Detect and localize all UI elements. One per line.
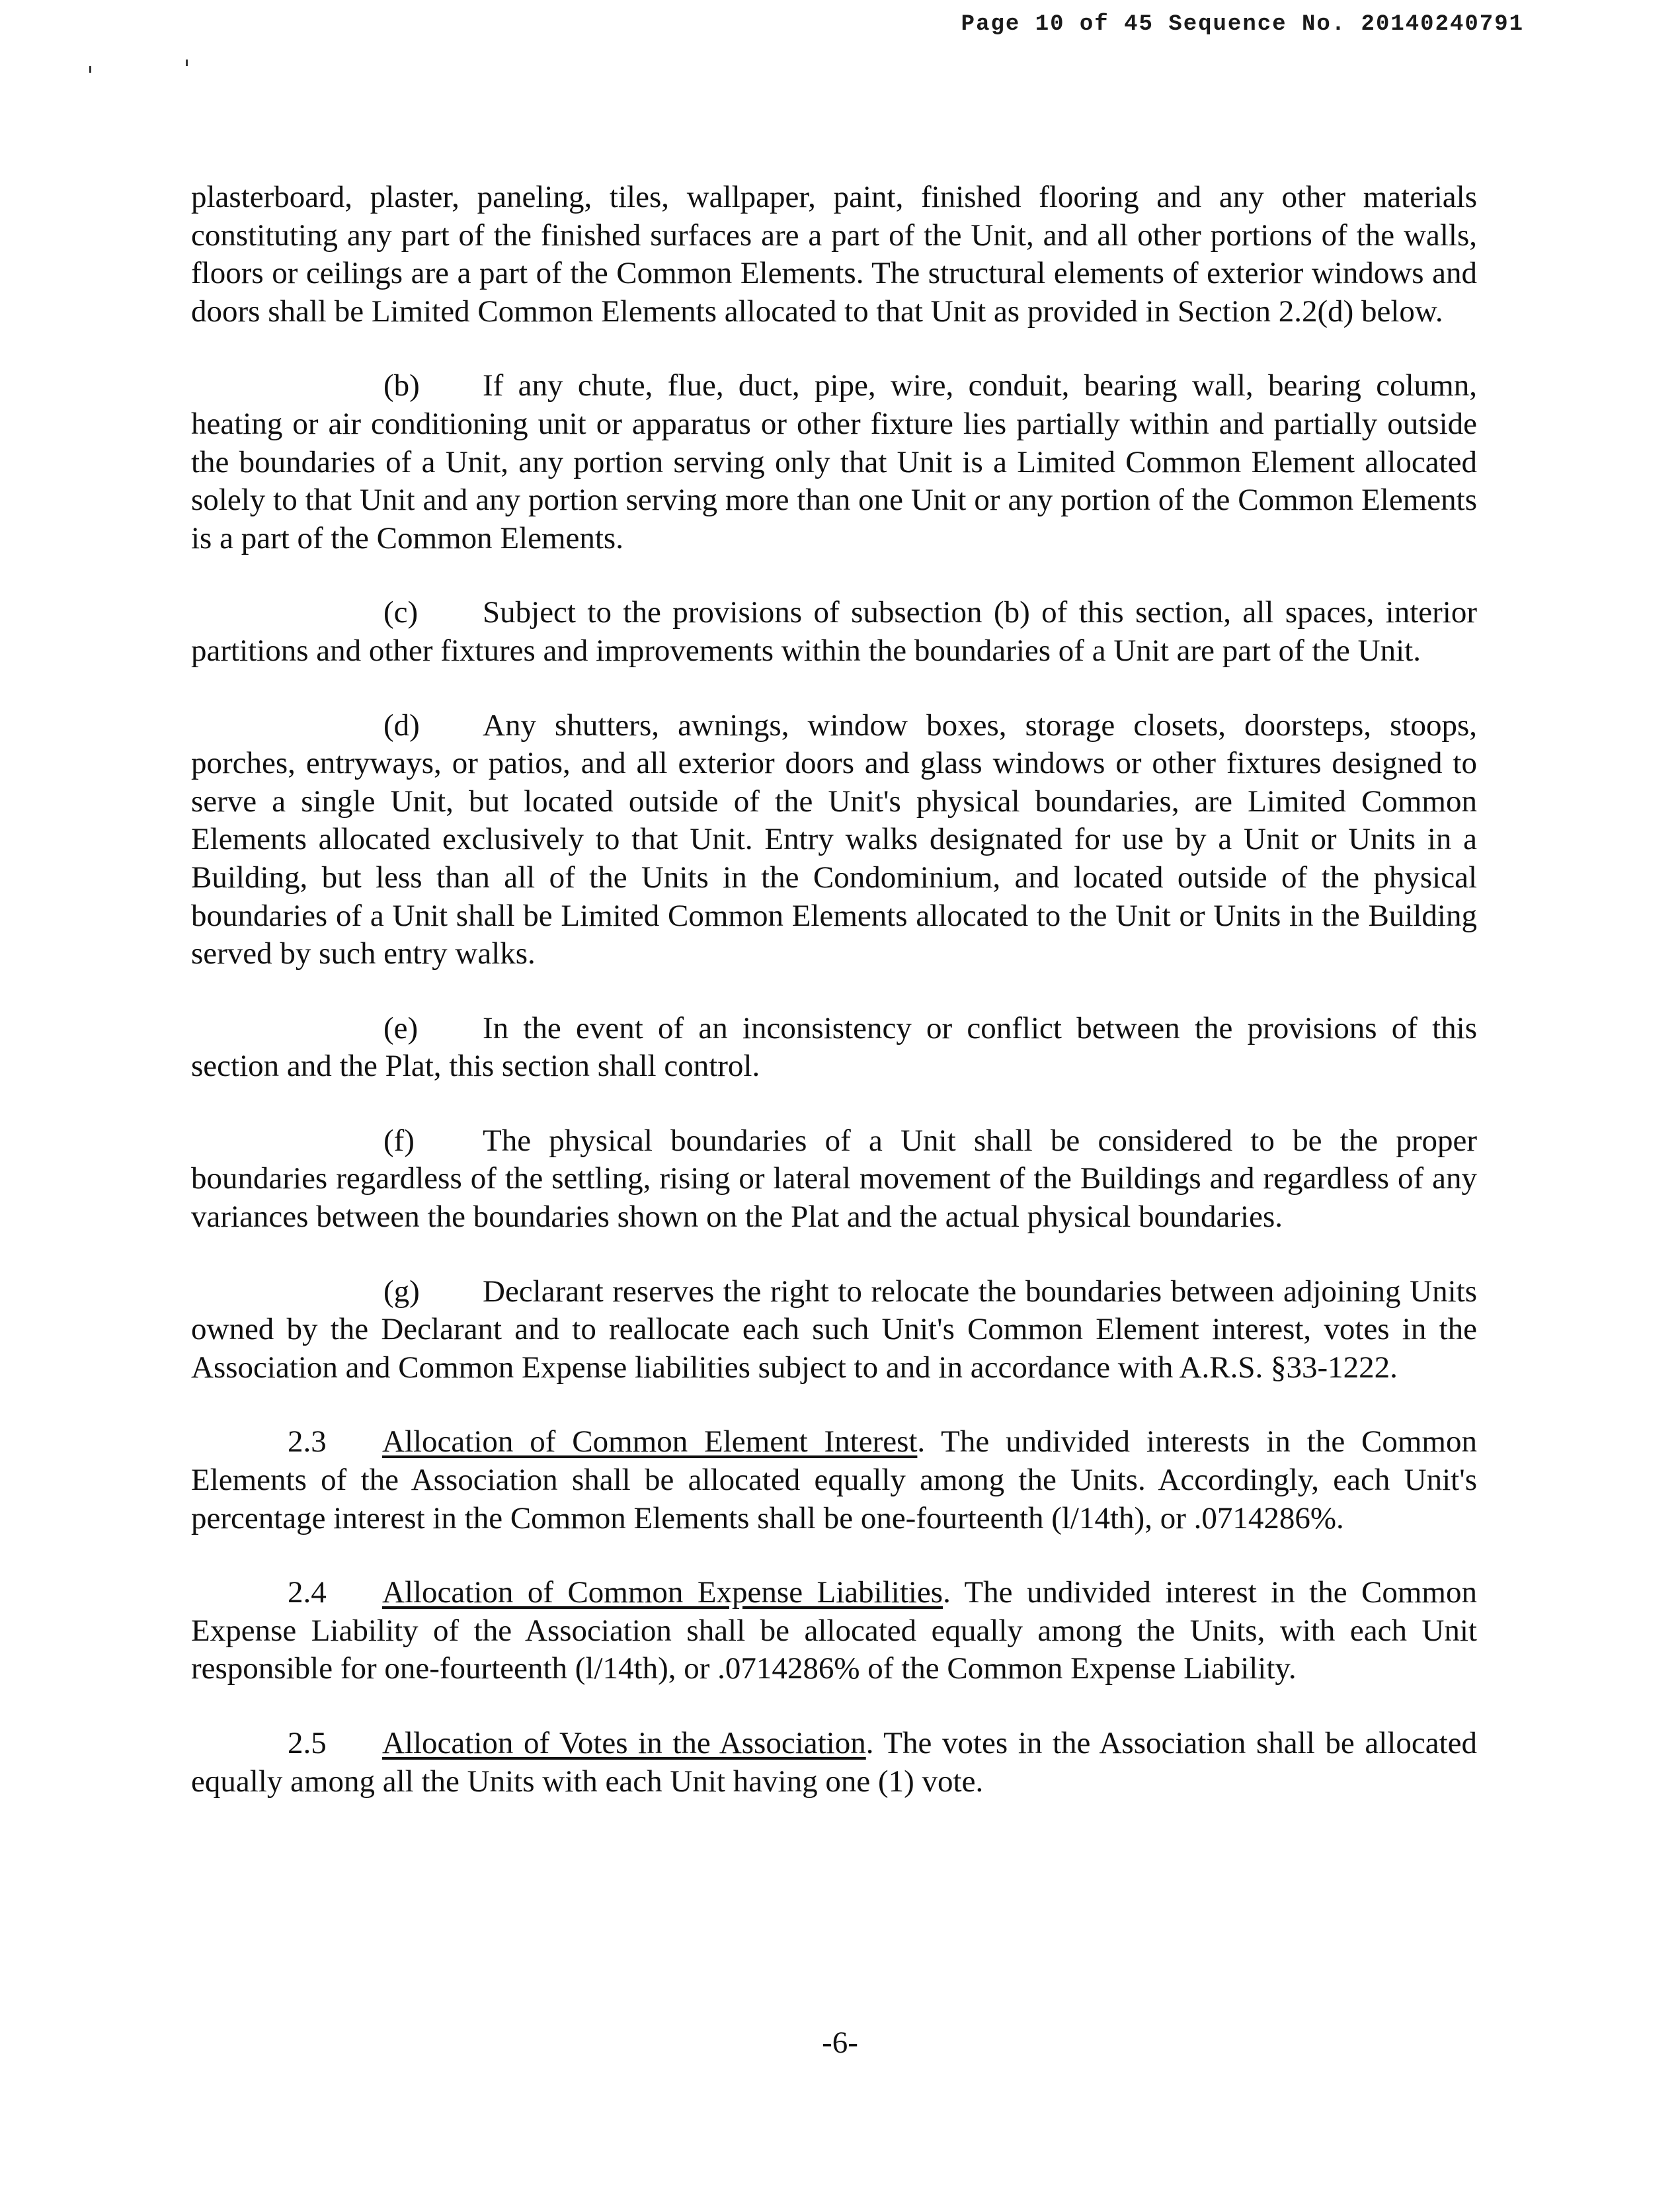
subsection-f [191, 1122, 1477, 1237]
subsection-text: In the event of an inconsistency or conflict between the provisions of this section and the Plat, this section shall control. [191, 1010, 1477, 1084]
document-body [191, 179, 1477, 1801]
section-2-5 [191, 1725, 1477, 1801]
subsection-d [191, 707, 1477, 973]
subsection-label: (e) [383, 1010, 419, 1045]
section-text: . The votes in the Association shall be allocated equally among all the Units with each Unit having one (1) vote. [191, 1726, 1478, 1799]
subsection-text: Any shutters, awnings, window boxes, storage closets, doorsteps, stoops, porches, entryways, or patios, and all exterior doors and glass windows or other fixtures designed to serve a single Unit, but located outside of the Unit's physical boundaries, are Limited Common Elements allocated exclusively to that Unit. Entry walks designated for use by a Unit or Units in a Building, but less than all of the Units in the Condominium, and located outside of the physical boundaries of a Unit shall be Limited Common Elements allocated to the Unit or Units in the Building served by such entry walks. [191, 708, 1477, 971]
subsection-g [191, 1273, 1477, 1387]
page-sequence-header: Page 10 of 45 Sequence No. 20140240791 [961, 12, 1524, 37]
subsection-b [191, 367, 1477, 557]
section-2-3 [191, 1423, 1477, 1537]
subsection-label: (g) [383, 1274, 420, 1309]
section-2-4 [191, 1574, 1477, 1688]
section-heading: Allocation of Votes in the Association [382, 1726, 866, 1760]
section-number: 2.4 [288, 1575, 327, 1610]
subsection-label: (d) [383, 708, 420, 743]
section-text: . The undivided interest in the Common Expense Liability of the Association shall be allocated equally among the Units, with each Unit responsible for one-fourteenth (l/14th), or .0714286% of the Common Expense Liability. [191, 1575, 1477, 1686]
section-text: . The undivided interests in the Common Elements of the Association shall be allocated equally among the Units. Accordingly, each Unit's percentage interest in the Common Elements shall be one-fourteenth (l/14th), or .0714286%. [191, 1424, 1477, 1535]
scan-artifact-mark [89, 66, 91, 73]
section-number: 2.5 [288, 1726, 327, 1760]
section-number: 2.3 [288, 1424, 327, 1459]
page-number: -6- [822, 2026, 858, 2060]
continuation-paragraph: plasterboard, plaster, paneling, tiles, wallpaper, paint, finished flooring and any other materials constituting any part of the finished surfaces are a part of the Unit, and all other portions of the walls, floors or ceilings are a part of the Common Elements. The structural elements of exterior windows and doors shall be Limited Common Elements allocated to that Unit as provided in Section 2.2(d) below. [191, 180, 1477, 329]
subsection-c [191, 594, 1477, 670]
subsection-label: (c) [383, 595, 419, 630]
section-heading: Allocation of Common Element Interest [382, 1424, 918, 1459]
subsection-text: The physical boundaries of a Unit shall be considered to be the proper boundaries regardless of the settling, rising or lateral movement of the Buildings and regardless of any variances between the boundaries shown on the Plat and the actual physical boundaries. [191, 1123, 1477, 1235]
subsection-e [191, 1010, 1477, 1086]
scan-artifact-mark [186, 60, 188, 66]
section-heading: Allocation of Common Expense Liabilities [382, 1575, 943, 1610]
subsection-text: Declarant reserves the right to relocate the boundaries between adjoining Units owned by the Declarant and to reallocate each such Unit's Common Element interest, votes in the Association and Common Expense liabilities subject to and in accordance with A.R.S. §33-1222. [191, 1274, 1477, 1385]
subsection-label: (b) [383, 368, 420, 403]
subsection-text: If any chute, flue, duct, pipe, wire, conduit, bearing wall, bearing column, heating or air conditioning unit or apparatus or other fixture lies partially within and partially outside the boundaries of a Unit, any portion serving only that Unit is a Limited Common Element allocated solely to that Unit and any portion serving more than one Unit or any portion of the Common Elements is a part of the Common Elements. [191, 368, 1477, 555]
subsection-text: Subject to the provisions of subsection (b) of this section, all spaces, interior partitions and other fixtures and improvements within the boundaries of a Unit are part of the Unit. [191, 595, 1477, 668]
subsection-label: (f) [383, 1123, 415, 1158]
